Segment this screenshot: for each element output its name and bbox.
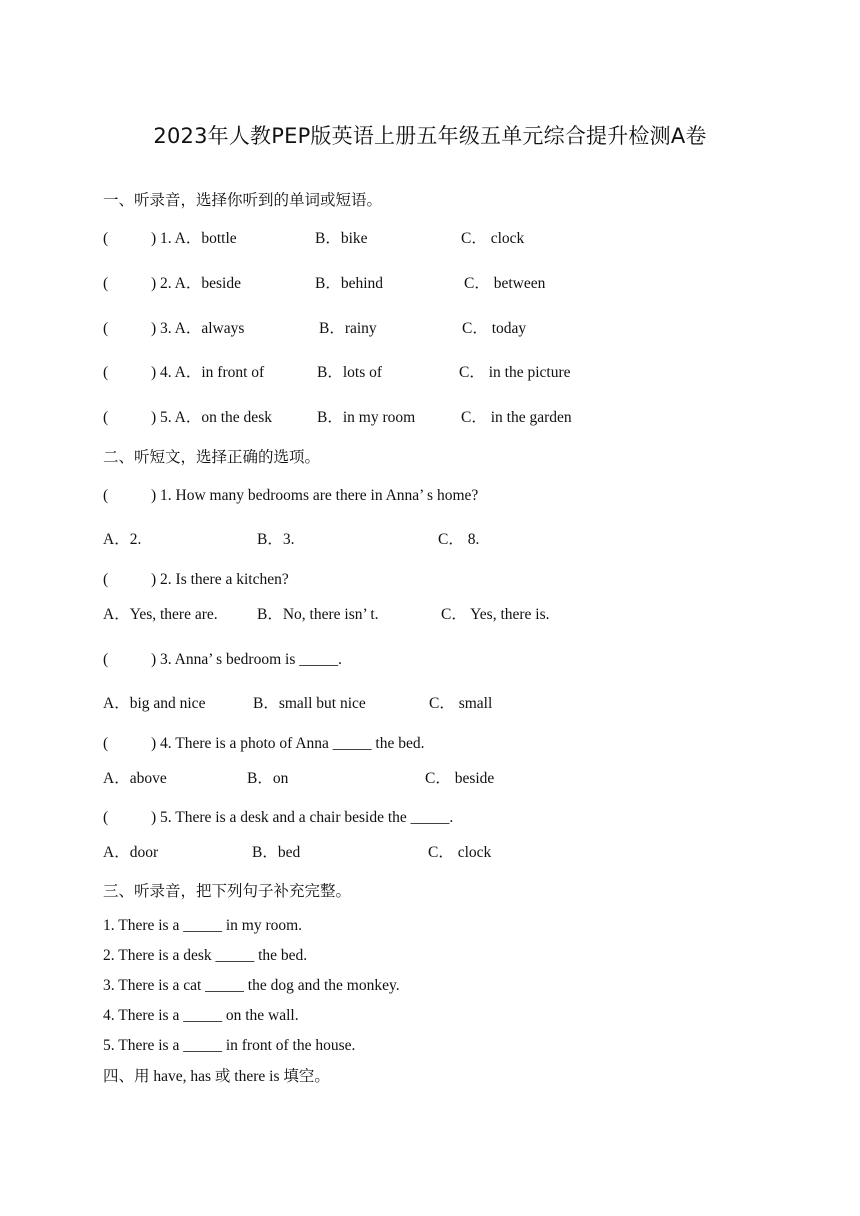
question-text: ) 2. Is there a kitchen? bbox=[151, 571, 289, 588]
section-4-heading: 四、用 have, has 或 there is 填空。 bbox=[103, 1068, 330, 1085]
question-option-a: ) 4. A．in front of bbox=[151, 364, 265, 381]
question-option-a: ) 3. A．always bbox=[151, 320, 245, 337]
option-a: A．door bbox=[103, 844, 159, 861]
answer-bracket: ( bbox=[103, 275, 109, 292]
question-option-a: ) 5. A．on the desk bbox=[151, 409, 272, 426]
answer-bracket: ( bbox=[103, 487, 109, 504]
option-c: C． 8. bbox=[438, 531, 480, 548]
option-b: B．bike bbox=[315, 230, 368, 247]
answer-bracket: ( bbox=[103, 651, 109, 668]
answer-bracket: ( bbox=[103, 571, 109, 588]
option-a: A．big and nice bbox=[103, 695, 206, 712]
option-b: B．3. bbox=[257, 531, 295, 548]
answer-bracket: ( bbox=[103, 735, 109, 752]
answer-bracket: ( bbox=[103, 409, 109, 426]
question-text: ) 3. Anna’ s bedroom is _____. bbox=[151, 651, 342, 668]
option-b: B．in my room bbox=[317, 409, 416, 426]
answer-bracket: ( bbox=[103, 809, 109, 826]
option-b: B．bed bbox=[252, 844, 301, 861]
answer-bracket: ( bbox=[103, 230, 109, 247]
page-title: 2023年人教PEP版英语上册五年级五单元综合提升检测A卷 bbox=[153, 124, 707, 148]
option-c: C． small bbox=[429, 695, 493, 712]
option-a: A．Yes, there are. bbox=[103, 606, 218, 623]
question-option-a: ) 2. A．beside bbox=[151, 275, 241, 292]
option-a: A．above bbox=[103, 770, 167, 787]
fill-sentence: 4. There is a _____ on the wall. bbox=[103, 1007, 299, 1024]
fill-sentence: 3. There is a cat _____ the dog and the monkey. bbox=[103, 977, 400, 994]
option-c: C． in the picture bbox=[459, 364, 571, 381]
option-b: B．No, there isn’ t. bbox=[257, 606, 379, 623]
option-c: C． in the garden bbox=[461, 409, 572, 426]
answer-bracket: ( bbox=[103, 320, 109, 337]
question-text: ) 5. There is a desk and a chair beside the _____. bbox=[151, 809, 454, 826]
section-2-heading: 二、听短文，选择正确的选项。 bbox=[103, 449, 321, 466]
fill-sentence: 5. There is a _____ in front of the house. bbox=[103, 1037, 356, 1054]
option-c: C． between bbox=[464, 275, 546, 292]
option-c: C． clock bbox=[461, 230, 525, 247]
option-c: C． today bbox=[462, 320, 527, 337]
option-b: B．lots of bbox=[317, 364, 383, 381]
option-c: C． beside bbox=[425, 770, 495, 787]
option-a: A．2. bbox=[103, 531, 142, 548]
question-text: ) 4. There is a photo of Anna _____ the bed. bbox=[151, 735, 425, 752]
option-c: C． clock bbox=[428, 844, 492, 861]
section-3-heading: 三、听录音，把下列句子补充完整。 bbox=[103, 883, 352, 900]
option-b: B．rainy bbox=[319, 320, 377, 337]
fill-sentence: 2. There is a desk _____ the bed. bbox=[103, 947, 308, 964]
option-b: B．small but nice bbox=[253, 695, 366, 712]
question-text: ) 1. How many bedrooms are there in Anna’ s home? bbox=[151, 487, 479, 504]
option-b: B．behind bbox=[315, 275, 384, 292]
answer-bracket: ( bbox=[103, 364, 109, 381]
option-b: B．on bbox=[247, 770, 289, 787]
option-c: C． Yes, there is. bbox=[441, 606, 550, 623]
section-1-heading: 一、听录音，选择你听到的单词或短语。 bbox=[103, 192, 383, 209]
fill-sentence: 1. There is a _____ in my room. bbox=[103, 917, 303, 934]
question-option-a: ) 1. A．bottle bbox=[151, 230, 237, 247]
